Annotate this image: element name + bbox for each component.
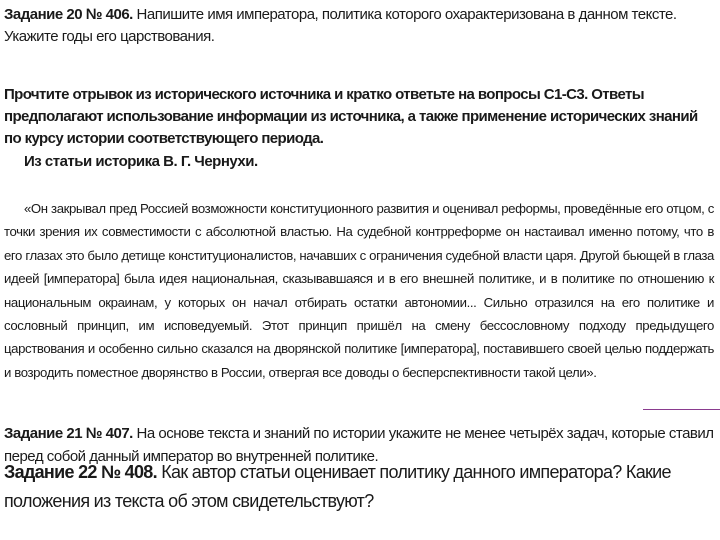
task-20-label: Задание 20 № 406. [4, 6, 133, 23]
task-20 [4, 4, 714, 48]
instructions-paragraph: Прочтите отрывок из исторического источника и кратко ответьте на вопросы С1-С3. Ответы предполагают использование информации из источника, а также применение исторических знаний по курсу истории соответствующего периода. [4, 86, 698, 147]
source-quote: «Он закрывал пред Россией возможности конституционного развития и оценивал реформы, проведённые его отцом, с точки зрения их совместимости с абсолютной властью. На судебной контрреформе он настаивал именно потому, что в его глазах это было детище конституционалистов, начавших с ограничения судебной власти царя. Другой бьющей в глаза идеей [императора] была идея национальная, сказывавшаяся и в его внешней политике, и в политике по отношению к национальным окраинам, у которых он начал отбирать остатки автономии... Сильно отразился на его политике и сословный принцип, им исповедуемый. Этот принцип пришёл на смену бессословному подходу предыдущего царствования и особенно сильно сказался на дворянской политике [императора], поставившего своей целью поддержать и возродить поместное дворянство в России, отвергая все доводы о бесперспективности такой цели». [4, 201, 714, 380]
task-22 [4, 458, 714, 516]
task-21-label: Задание 21 № 407. [4, 425, 133, 442]
source-title: Из статьи историка В. Г. Чернухи. [24, 153, 258, 170]
divider-line [643, 409, 720, 410]
task-22-text: Как автор статьи оценивает политику данного императора? Какие положения из текста об этом свидетельствуют? [4, 462, 671, 511]
task-21-text: На основе текста и знаний по истории укажите не менее четырёх задач, которые ставил перед собой данный император во внутренней политике. [4, 425, 714, 465]
task-22-label: Задание 22 № 408. [4, 462, 157, 482]
task-20-text: Напишите имя императора, политика которого охарактеризована в данном тексте. Укажите годы его царствования. [4, 6, 677, 45]
